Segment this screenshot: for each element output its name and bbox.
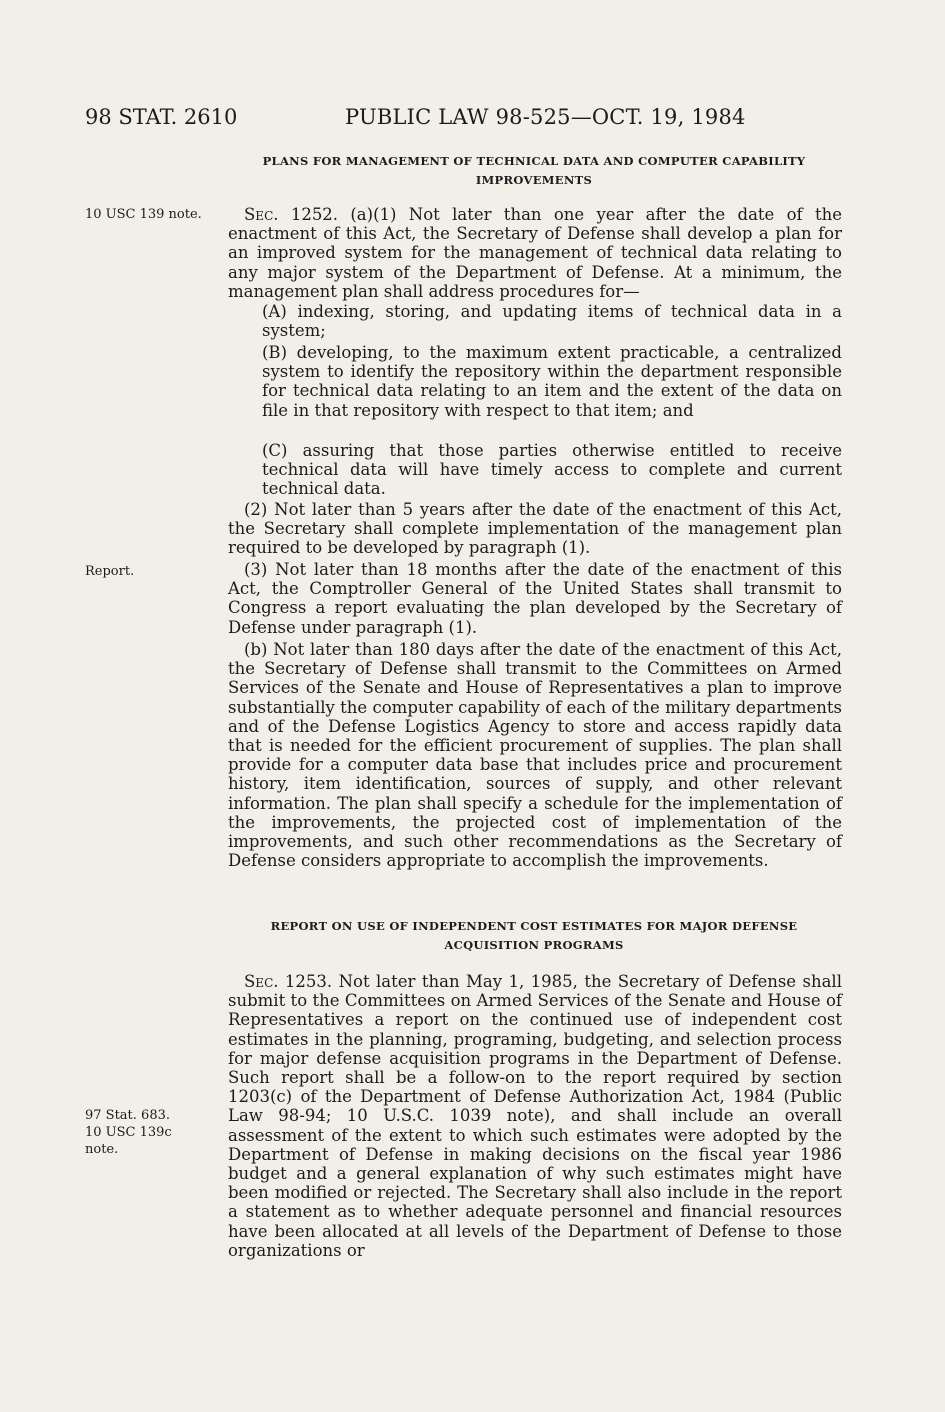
margin-note-usc: 10 USC 139 note. [85, 207, 202, 222]
margin-note-report: Report. [85, 564, 135, 579]
sec-1252-item-b: (B) developing, to the maximum extent practicable, a centralized system to identify the repository within the department responsible for technical data relating to an item and the extent of the data on file in that repository with respect to that item; and [262, 343, 842, 420]
sec-1252-a2: (2) Not later than 5 years after the date of the enactment of this Act, the Secretary shall complete implementation of the management plan required to be developed by paragraph (1). [228, 500, 842, 558]
sec-label: Sec. [244, 205, 279, 224]
sec-1252-a1-text: 1252. (a)(1) Not later than one year after the date of the enactment of this Act, the Secretary of Defense shall develop a plan for an improved system for the management of technical data relating to any major system of the Department of Defense. At a minimum, the management plan shall address procedures for— [228, 205, 842, 301]
sec-1253-body: 1253. Not later than May 1, 1985, the Secretary of Defense shall submit to the Committees on Armed Services of the Senate and House of Representatives a report on the continued use of independent cost estimates in the planning, programing, budgeting, and selection process for major defense acquisition programs in the Department of Defense. Such report shall be a follow-on to the report required by section 1203(c) of the Department of Defense Authorization Act, 1984 (Public Law 98-94; 10 U.S.C. 1039 note), and shall include an overall assessment of the extent to which such estimates were adopted by the Department of Defense in making decisions on the fiscal year 1986 budget and a general explanation of why such estimates might have been modified or rejected. The Secretary shall also include in the report a statement as to whether adequate personnel and financial resources have been allocated at all levels of the Department of Defense to those organizations or [228, 972, 842, 1260]
sec-1252-b: (b) Not later than 180 days after the date of the enactment of this Act, the Secretary of Defense shall transmit to the Committees on Armed Services of the Senate and House of Representatives a plan to improve substantially the computer capability of each of the military departments and of the Defense Logistics Agency to store and access rapidly data that is needed for the efficient procurement of supplies. The plan shall provide for a computer data base that includes price and procurement history, item identification, sources of supply, and other relevant information. The plan shall specify a schedule for the implementation of the improvements, the projected cost of implementation of the improvements, and such other recommendations as the Secretary of Defense considers appropriate to accomplish the improvements. [228, 640, 842, 871]
running-header: PUBLIC LAW 98-525—OCT. 19, 1984 [345, 105, 746, 129]
margin-note-usc-139c: 10 USC 139c [85, 1125, 172, 1140]
section-1253-heading: REPORT ON USE OF INDEPENDENT COST ESTIMATES FOR MAJOR DEFENSE ACQUISITION PROGRAMS [270, 919, 798, 952]
margin-note-stat: 97 Stat. 683. [85, 1108, 170, 1123]
sec-1252-a1 [228, 205, 842, 301]
margin-note-note: note. [85, 1142, 119, 1157]
sec-1252-a3: (3) Not later than 18 months after the date of the enactment of this Act, the Comptroller General of the United States shall transmit to Congress a report evaluating the plan developed by the Secretary of Defense under paragraph (1). [228, 560, 842, 637]
stat-page-number: 98 STAT. 2610 [85, 105, 238, 129]
section-1252-heading: PLANS FOR MANAGEMENT OF TECHNICAL DATA AND COMPUTER CAPABILITY IMPROVEMENTS [262, 154, 806, 187]
sec-1252-item-a: (A) indexing, storing, and updating items of technical data in a system; [262, 302, 842, 341]
sec-1253-text [228, 972, 842, 1260]
sec-label: Sec. [244, 972, 279, 991]
sec-1252-item-c: (C) assuring that those parties otherwise entitled to receive technical data will have timely access to complete and current technical data. [262, 441, 842, 499]
